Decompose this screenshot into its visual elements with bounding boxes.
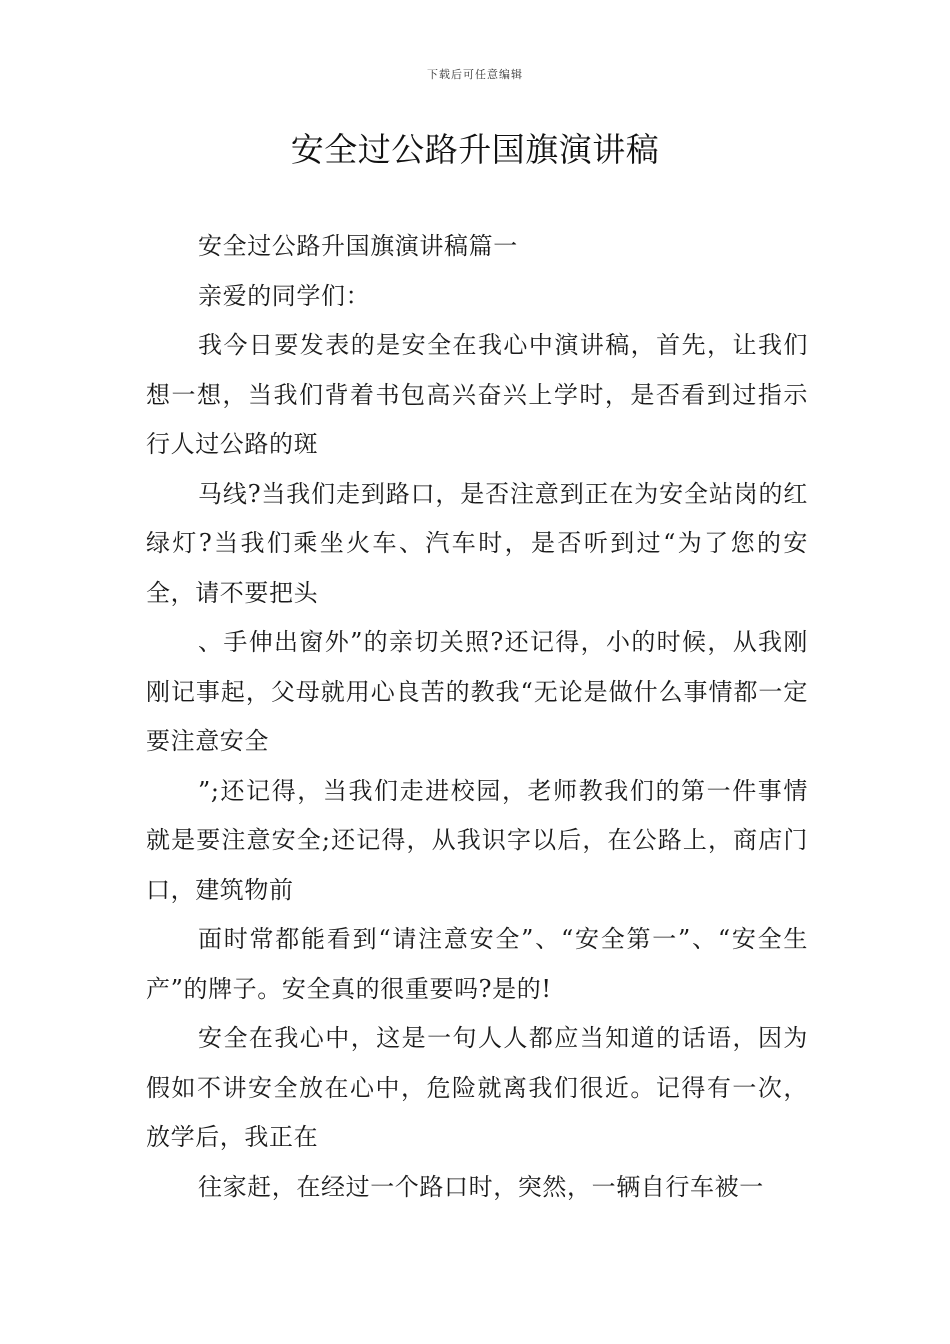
document-body: [146, 222, 808, 1212]
paragraph: 安全在我心中，这是一句人人都应当知道的话语，因为假如不讲安全放在心中，危险就离我们很近。记得有一次，放学后，我正在: [146, 1024, 808, 1151]
document-title: 安全过公路升国旗演讲稿: [290, 130, 660, 169]
paragraph: 、手伸出窗外”的亲切关照?还记得，小的时候，从我刚刚记事起，父母就用心良苦的教我“无论是做什么事情都一定要注意安全: [146, 628, 808, 755]
paragraph: 马线?当我们走到路口，是否注意到正在为安全站岗的红绿灯?当我们乘坐火车、汽车时，是否听到过“为了您的安全，请不要把头: [146, 479, 808, 607]
paragraph: 我今日要发表的是安全在我心中演讲稿，首先，让我们想一想，当我们背着书包高兴奋兴上学时，是否看到过指示行人过公路的斑: [146, 331, 808, 458]
paragraph: 往家赶，在经过一个路口时，突然，一辆自行车被一: [198, 1172, 764, 1201]
header-note: 下载后可任意编辑: [427, 68, 523, 81]
paragraph: 面时常都能看到“请注意安全”、“安全第一”、“安全生产”的牌子。安全真的很重要吗?是的!: [146, 925, 808, 1003]
paragraph-subtitle: 安全过公路升国旗演讲稿篇一: [198, 232, 518, 260]
paragraph: ”;还记得，当我们走进校园，老师教我们的第一件事情就是要注意安全;还记得，从我识字以后，在公路上，商店门口，建筑物前: [146, 776, 808, 904]
paragraph-greeting: 亲爱的同学们：: [198, 281, 371, 310]
